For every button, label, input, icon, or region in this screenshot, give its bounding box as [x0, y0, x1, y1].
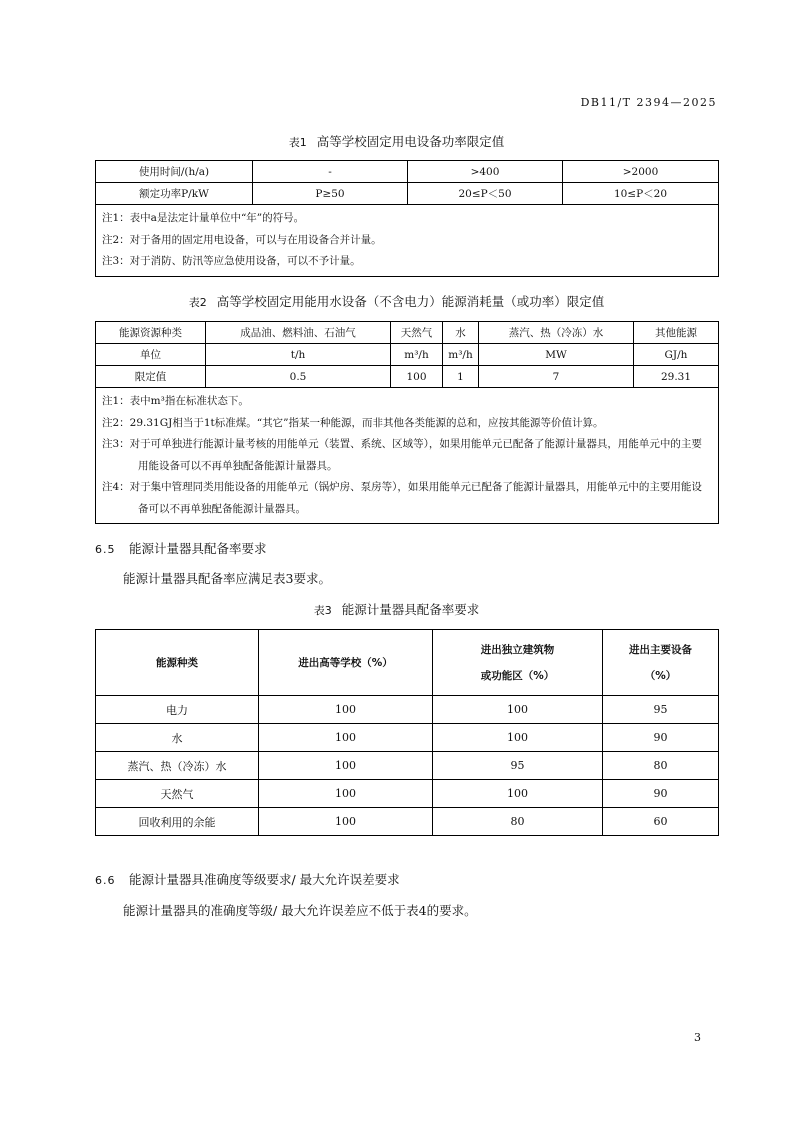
- section-6-5-number: 6.5: [95, 543, 116, 556]
- document-code: DB11/T 2394—2025: [580, 96, 717, 109]
- table3-cell: 100: [433, 696, 603, 724]
- table2-cell: 100: [391, 366, 443, 388]
- table2-note-2: 注2：29.31GJ相当于1t标准煤。“其它”指某一种能源，而非其他各类能源的总和，应按其能源等价值计算。: [102, 416, 604, 429]
- table2-header-cell: 天然气: [391, 322, 443, 344]
- table3-header-energy-type: 能源种类: [96, 630, 259, 696]
- table2-caption-title: 高等学校固定用能用水设备（不含电力）能源消耗量（或功率）限定值: [216, 294, 605, 309]
- table2-cell: m³/h: [391, 344, 443, 366]
- table2-cell: 7: [479, 366, 634, 388]
- table2-unit-row: [96, 344, 719, 366]
- table3-header-equipment: [603, 630, 719, 696]
- table-row: [96, 724, 719, 752]
- table2-header-cell: 能源资源种类: [96, 322, 206, 344]
- table3-header-building-line1: 进出独立建筑物: [480, 643, 555, 656]
- table3-cell: 电力: [96, 696, 259, 724]
- table1-cell: P≥50: [253, 183, 408, 205]
- table3-caption-title: 能源计量器具配备率要求: [341, 602, 480, 617]
- table1-note-3: 注3：对于消防、防汛等应急使用设备，可以不予计量。: [102, 255, 361, 267]
- table1-cell: 使用时间/(h/a): [96, 161, 253, 183]
- table2-header-row: [96, 322, 719, 344]
- table-row: [96, 696, 719, 724]
- table1-cell: 额定功率P/kW: [96, 183, 253, 205]
- table2-caption: [0, 292, 793, 310]
- table3-cell: 100: [259, 780, 433, 808]
- table3-cell: 蒸汽、热（冷冻）水: [96, 752, 259, 780]
- table2-header-cell: 水: [443, 322, 479, 344]
- section-6-5-paragraph: 能源计量器具配备率应满足表3要求。: [123, 571, 331, 586]
- table2-notes: [96, 388, 719, 524]
- table2-cell: MW: [479, 344, 634, 366]
- table3-cell: 100: [433, 780, 603, 808]
- table-row: [96, 752, 719, 780]
- section-6-6-paragraph: 能源计量器具的准确度等级/ 最大允许误差应不低于表4的要求。: [123, 903, 477, 918]
- table1-cell: >400: [408, 161, 563, 183]
- table2-notes-row: [96, 388, 719, 524]
- table3-cell: 100: [433, 724, 603, 752]
- table2-cell: 0.5: [206, 366, 391, 388]
- table1-caption-number: 表1: [288, 136, 307, 149]
- table3-header-equipment-line2: （%）: [644, 669, 677, 682]
- table3-cell: 水: [96, 724, 259, 752]
- table-row: [96, 808, 719, 836]
- section-6-6-number: 6.6: [95, 874, 116, 887]
- table3-cell: 天然气: [96, 780, 259, 808]
- table3-cell: 90: [603, 724, 719, 752]
- table2-cell: 29.31: [634, 366, 719, 388]
- table1-cell: 10≤P＜20: [563, 183, 719, 205]
- table2-limit-row: [96, 366, 719, 388]
- table3-cell: 95: [603, 696, 719, 724]
- table1-cell: 20≤P＜50: [408, 183, 563, 205]
- table3: [95, 629, 719, 836]
- table2-note-1: 注1：表中m³指在标准状态下。: [102, 395, 249, 407]
- table3-caption-number: 表3: [313, 604, 332, 617]
- table3-cell: 100: [259, 696, 433, 724]
- section-6-6-heading: [95, 870, 400, 888]
- section-6-6-title: 能源计量器具准确度等级要求/ 最大允许误差要求: [129, 872, 400, 887]
- table1: [95, 160, 719, 277]
- table2-note-4: 注4：对于集中管理同类用能设备的用能单元（锅炉房、泵房等），如果用能单元已配备了能源计量器具，用能单元中的主要用能设备可以不再单独配备能源计量器具。: [102, 481, 702, 515]
- table3-header-building-line2: 或功能区（%）: [480, 669, 555, 682]
- table1-notes: [96, 205, 719, 277]
- table3-header-university: 进出高等学校（%）: [259, 630, 433, 696]
- table2-cell: 1: [443, 366, 479, 388]
- table1-row-rated-power: [96, 183, 719, 205]
- table2-cell: t/h: [206, 344, 391, 366]
- table2-header-cell: 其他能源: [634, 322, 719, 344]
- table1-cell: >2000: [563, 161, 719, 183]
- table2-header-cell: 蒸汽、热（冷冻）水: [479, 322, 634, 344]
- table3-cell: 80: [603, 752, 719, 780]
- table1-caption-title: 高等学校固定用电设备功率限定值: [316, 134, 505, 149]
- table2: [95, 321, 719, 524]
- table2-header-cell: 成品油、燃料油、石油气: [206, 322, 391, 344]
- page-number: 3: [694, 1031, 701, 1044]
- table1-note-2: 注2：对于备用的固定用电设备，可以与在用设备合并计量。: [102, 233, 382, 246]
- table3-cell: 80: [433, 808, 603, 836]
- table3-header-row: [96, 630, 719, 696]
- table-row: [96, 780, 719, 808]
- table2-cell: 单位: [96, 344, 206, 366]
- table3-cell: 60: [603, 808, 719, 836]
- table1-note-1: 注1：表中a是法定计量单位中“年”的符号。: [102, 212, 305, 224]
- section-6-5-heading: [95, 539, 267, 557]
- table2-caption-number: 表2: [188, 296, 207, 309]
- table3-cell: 95: [433, 752, 603, 780]
- table3-cell: 90: [603, 780, 719, 808]
- section-6-5-title: 能源计量器具配备率要求: [129, 541, 267, 556]
- table2-cell: 限定值: [96, 366, 206, 388]
- table1-notes-row: [96, 205, 719, 277]
- table3-caption: [0, 600, 793, 618]
- table2-cell: GJ/h: [634, 344, 719, 366]
- table1-caption: [0, 132, 793, 150]
- table3-cell: 回收利用的余能: [96, 808, 259, 836]
- table3-header-building: [433, 630, 603, 696]
- table2-cell: m³/h: [443, 344, 479, 366]
- table3-header-equipment-line1: 进出主要设备: [629, 643, 692, 656]
- table1-cell: -: [253, 161, 408, 183]
- table2-note-3: 注3：对于可单独进行能源计量考核的用能单元（装置、系统、区域等），如果用能单元已配备了能源计量器具，用能单元中的主要用能设备可以不再单独配备能源计量器具。: [102, 438, 702, 472]
- table3-cell: 100: [259, 752, 433, 780]
- table1-row-usage-time: [96, 161, 719, 183]
- table3-cell: 100: [259, 724, 433, 752]
- table3-cell: 100: [259, 808, 433, 836]
